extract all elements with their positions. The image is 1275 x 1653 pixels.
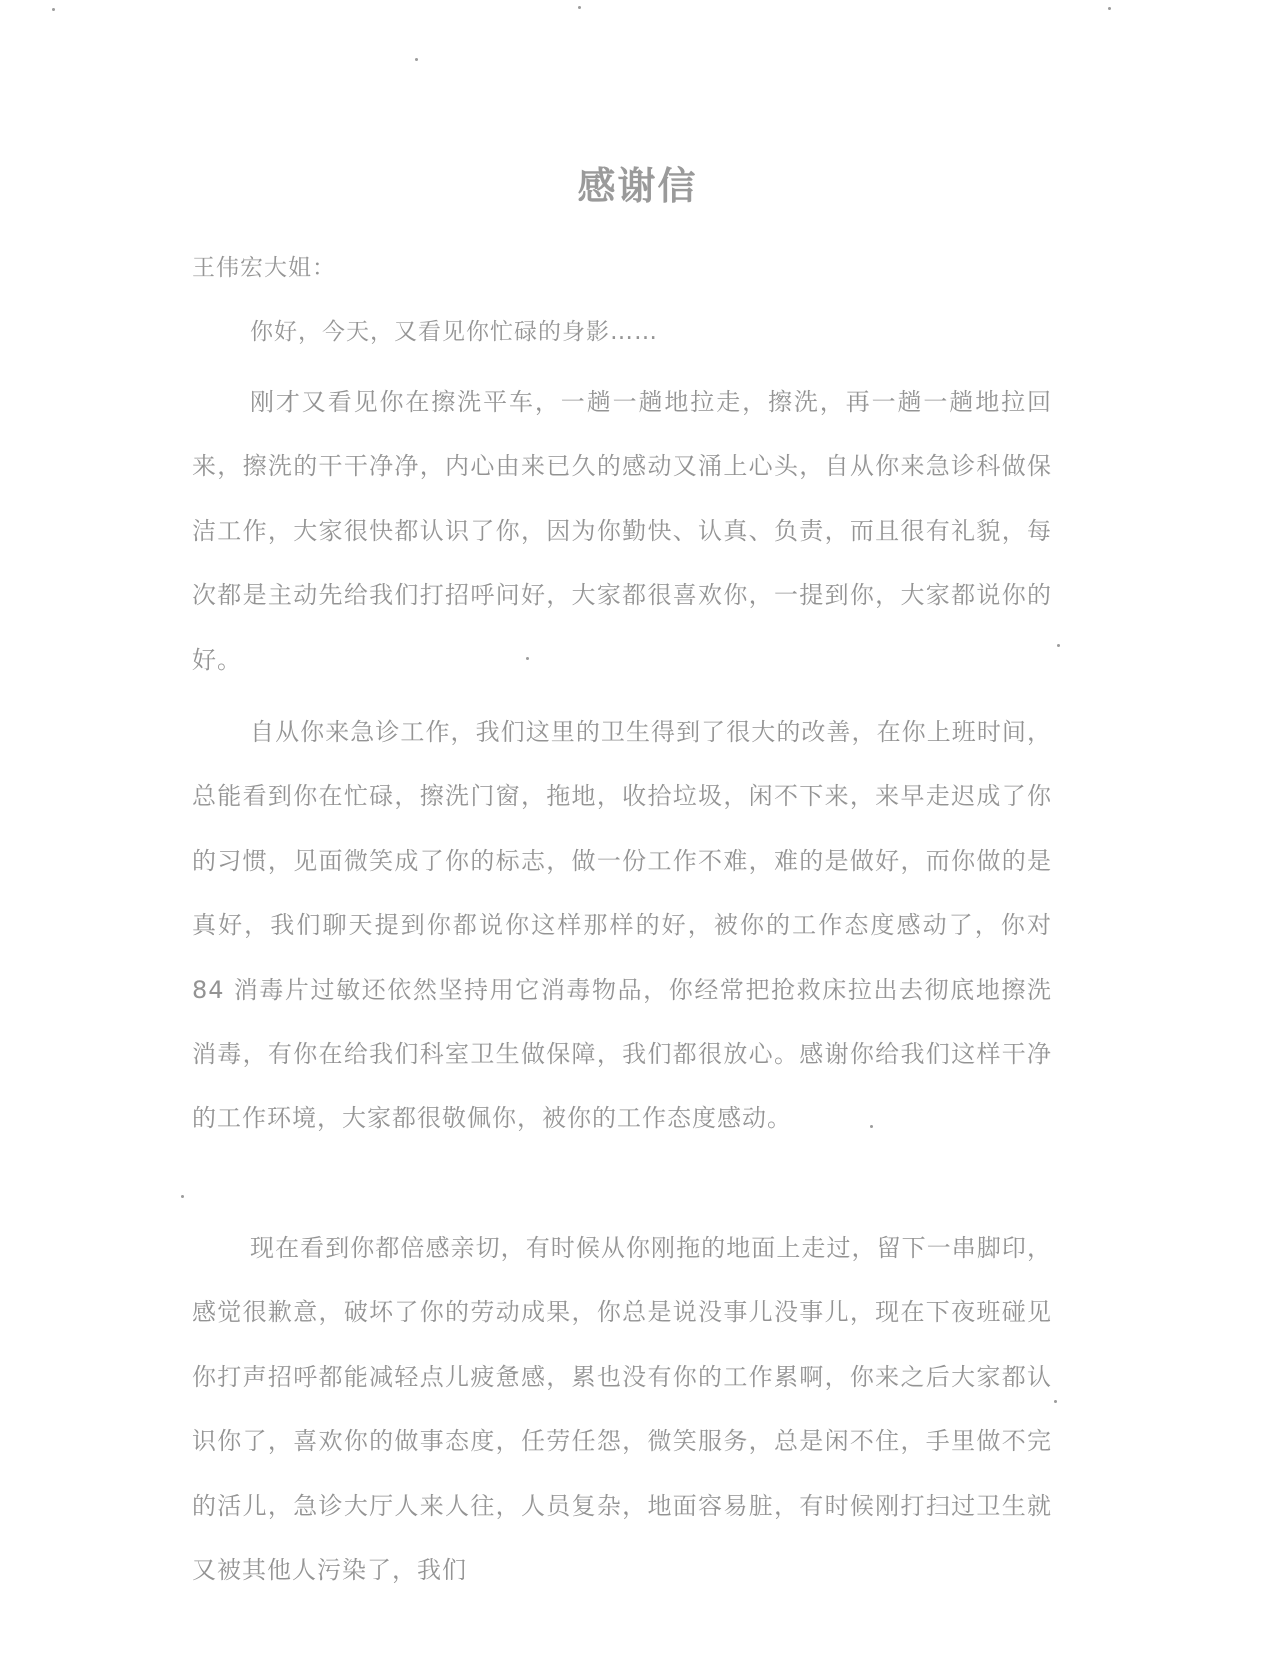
scan-speck <box>870 1125 873 1128</box>
scan-speck <box>415 58 418 61</box>
scan-speck <box>52 8 55 11</box>
scan-speck <box>1057 644 1060 647</box>
scan-speck <box>181 1195 184 1198</box>
scan-speck <box>1054 1400 1057 1403</box>
scan-speck <box>578 6 581 9</box>
scan-speck <box>526 657 529 660</box>
letter-greeting: 你好，今天，又看见你忙碌的身影…… <box>250 319 658 345</box>
letter-salutation: 王伟宏大姐： <box>192 255 336 281</box>
scan-speck <box>1108 7 1111 10</box>
letter-paragraph-3: 现在看到你都倍感亲切，有时候从你刚拖的地面上走过，留下一串脚印，感觉很歉意，破坏了你的劳动成果，你总是说没事儿没事儿，现在下夜班碰见你打声招呼都能减轻点儿疲惫感，累也没有你的工作累啊，你来之后大家都认识你了，喜欢你的做事态度，任劳任怨，微笑服务，总是闲不住，手里做不完的活儿，急诊大厅人来人往，人员复杂，地面容易脏，有时候刚打扫过卫生就又被其他人污染了，我们 <box>192 1234 1052 1585</box>
letter-paragraph-1: 刚才又看见你在擦洗平车，一趟一趟地拉走，擦洗，再一趟一趟地拉回来，擦洗的干干净净，内心由来已久的感动又涌上心头，自从你来急诊科做保洁工作，大家很快都认识了你，因为你勤快、认真、负责，而且很有礼貌，每次都是主动先给我们打招呼问好，大家都很喜欢你，一提到你，大家都说你的好。 <box>192 388 1052 674</box>
letter-paragraph-2: 自从你来急诊工作，我们这里的卫生得到了很大的改善，在你上班时间，总能看到你在忙碌，擦洗门窗，拖地，收拾垃圾，闲不下来，来早走迟成了你的习惯，见面微笑成了你的标志，做一份工作不难，难的是做好，而你做的是真好，我们聊天提到你都说你这样那样的好，被你的工作态度感动了，你对 84 消毒片过敏还依然坚持用它消毒物品，你经常把抢救床拉出去彻底地擦洗消毒，有你在给我们科室卫生做保障，我们都很放心。感谢你给我们这样干净的工作环境，大家都很敬佩你，被你的工作态度感动。 <box>192 718 1052 1133</box>
letter-title: 感谢信 <box>577 163 698 208</box>
